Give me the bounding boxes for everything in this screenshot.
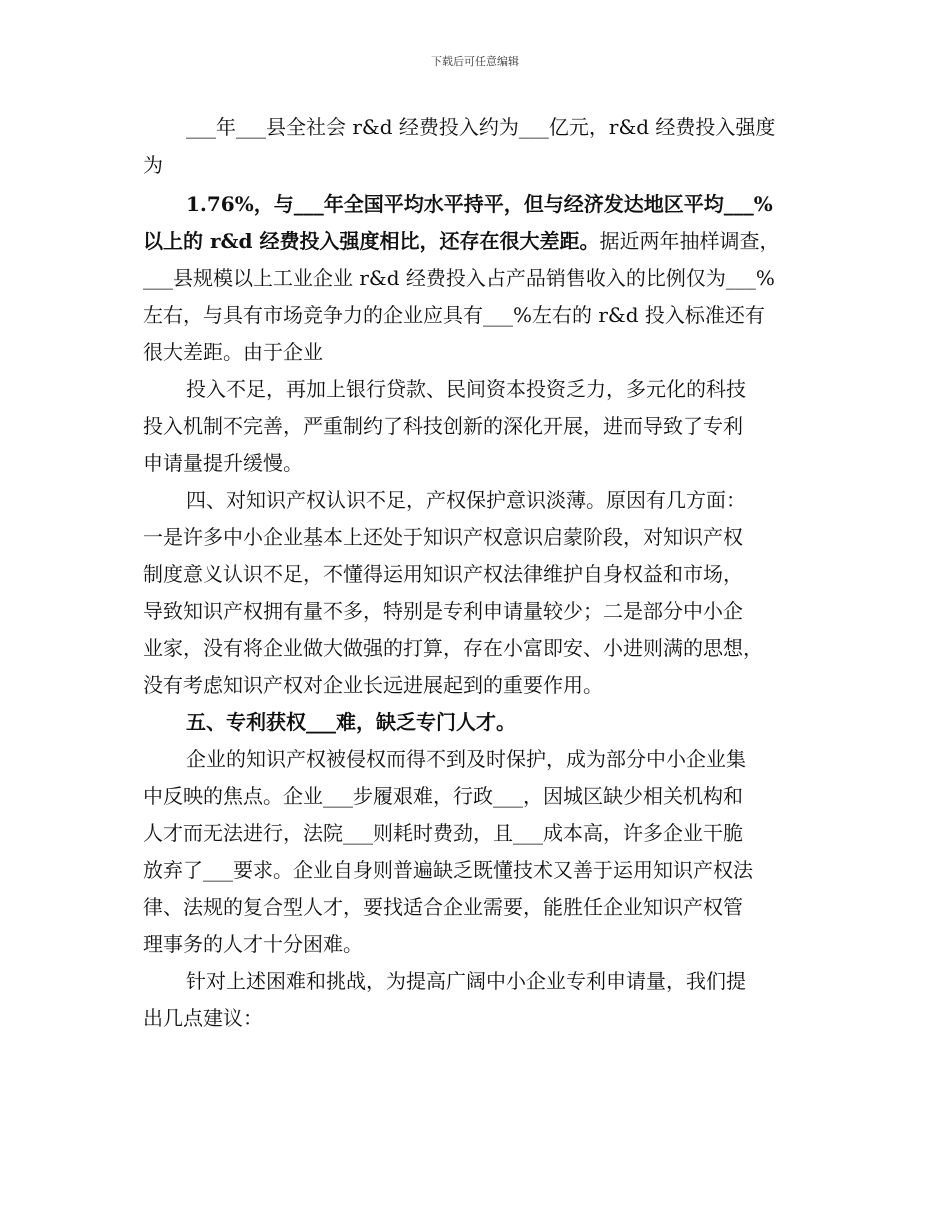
- paragraph-line: ___年___县全社会 r&d 经费投入约为___亿元，r&d 经费投入强度: [186, 115, 776, 139]
- paragraph-line: 四、对知识产权认识不足，产权保护意识淡薄。原因有几方面：: [186, 488, 746, 512]
- bold-paragraph-line: 1.76%，与___年全国平均水平持平，但与经济发达地区平均___%: [186, 192, 773, 216]
- paragraph-line: 人才而无法进行，法院___则耗时费劲，且___成本高，许多企业干脆: [143, 821, 743, 845]
- section-heading: 五、专利获权___难，缺乏专门人才。: [186, 710, 516, 734]
- paragraph-line: 企业的知识产权被侵权而得不到及时保护，成为部分中小企业集: [186, 747, 746, 771]
- paragraph-line: 制度意义认识不足，不懂得运用知识产权法律维护自身权益和市场，: [143, 562, 743, 586]
- page-header: 下载后可任意编辑: [431, 55, 519, 68]
- paragraph-line: 没有考虑知识产权对企业长远进展起到的重要作用。: [143, 673, 603, 697]
- paragraph-line: 一是许多中小企业基本上还处于知识产权意识启蒙阶段，对知识产权: [143, 525, 743, 549]
- paragraph-line: 投入机制不完善，严重制约了科技创新的深化开展，进而导致了专利: [143, 414, 743, 438]
- paragraph-line: 很大差距。由于企业: [143, 340, 323, 364]
- paragraph-line: 申请量提升缓慢。: [143, 451, 303, 475]
- paragraph-line: 理事务的人才十分困难。: [143, 932, 363, 956]
- paragraph-line: ___县规模以上工业企业 r&d 经费投入占产品销售收入的比例仅为___%: [143, 266, 775, 290]
- paragraph-line: 为: [143, 153, 163, 177]
- paragraph-line: 中反映的焦点。企业___步履艰难，行政___，因城区缺少相关机构和: [143, 784, 743, 808]
- paragraph-line: 律、法规的复合型人才，要找适合企业需要，能胜任企业知识产权管: [143, 895, 743, 919]
- paragraph-line: 投入不足，再加上银行贷款、民间资本投资乏力，多元化的科技: [186, 377, 746, 401]
- paragraph-line: 业家，没有将企业做大做强的打算，存在小富即安、小进则满的思想，: [143, 636, 763, 660]
- paragraph-line: 导致知识产权拥有量不多，特别是专利申请量较少；二是部分中小企: [143, 599, 743, 623]
- paragraph-line: 出几点建议：: [143, 1006, 263, 1030]
- normal-text: 据近两年抽样调查，: [599, 229, 780, 253]
- paragraph-line: 针对上述困难和挑战，为提高广阔中小企业专利申请量，我们提: [186, 969, 746, 993]
- paragraph-line: 左右，与具有市场竞争力的企业应具有___%左右的 r&d 投入标准还有: [143, 303, 765, 327]
- document-body: [143, 108, 813, 1037]
- paragraph-line: 放弃了___要求。企业自身则普遍缺乏既懂技术又善于运用知识产权法: [143, 858, 753, 882]
- bold-text: 以上的 r&d 经费投入强度相比，还存在很大差距。: [143, 229, 600, 253]
- paragraph-line: [143, 223, 813, 260]
